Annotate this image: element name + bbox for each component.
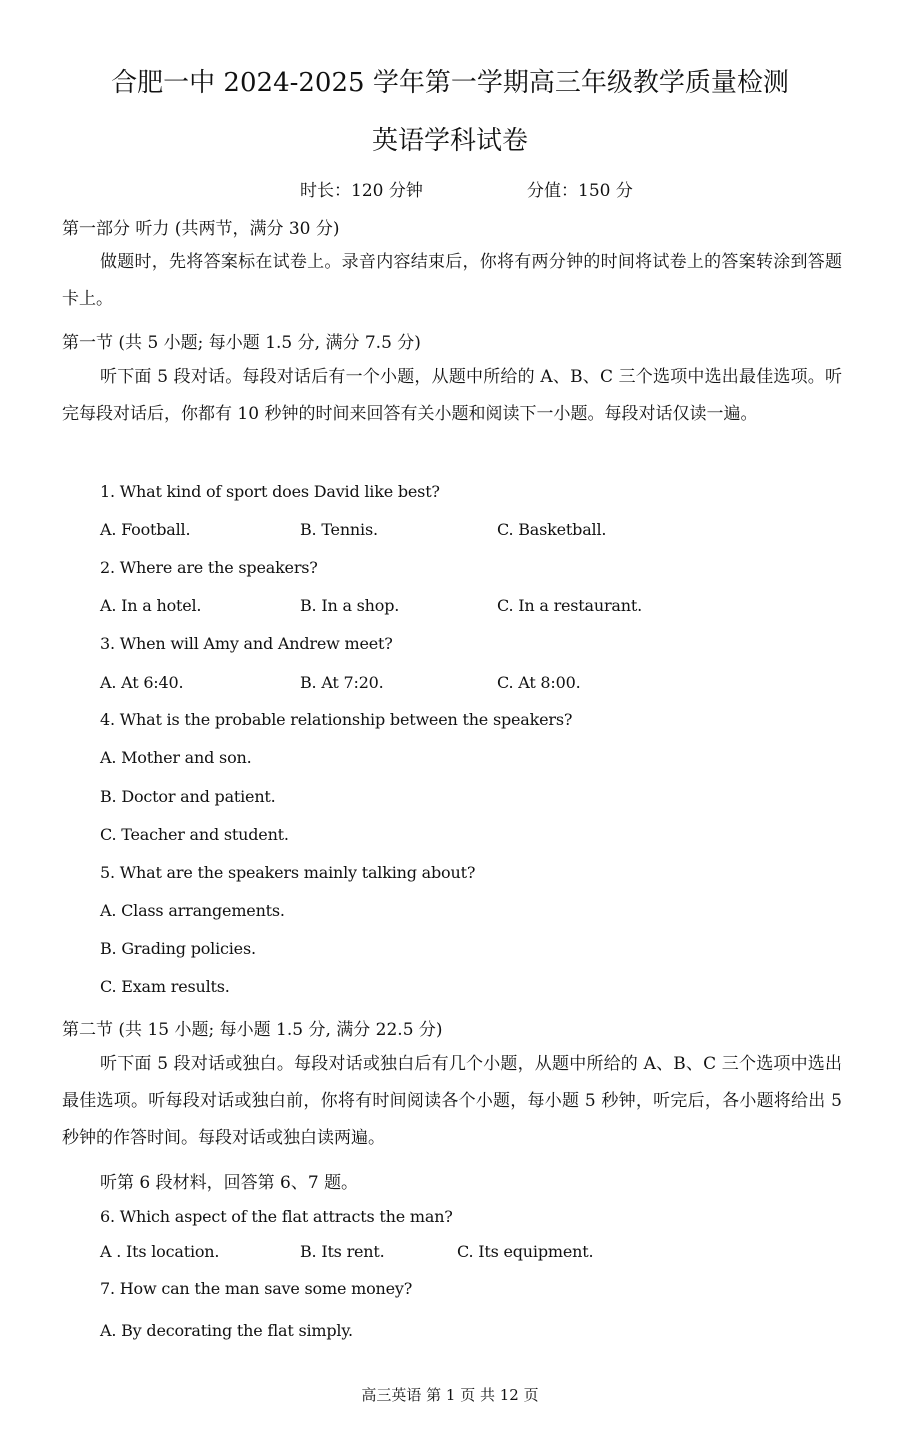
- page-subtitle: 英语学科试卷: [371, 126, 528, 156]
- q2-option-a: A. In a hotel.: [100, 596, 202, 615]
- q4-option-c: C. Teacher and student.: [100, 825, 289, 844]
- q1-option-c: C. Basketball.: [497, 520, 607, 539]
- q6-option-b: B. Its rent.: [300, 1242, 385, 1261]
- question-1: 1. What kind of sport does David like best?: [100, 482, 440, 501]
- q1-option-a: A. Football.: [100, 520, 191, 539]
- question-2: 2. Where are the speakers?: [100, 558, 318, 577]
- q2-option-c: C. In a restaurant.: [497, 596, 642, 615]
- question-7: 7. How can the man save some money?: [100, 1279, 413, 1298]
- q2-option-b: B. In a shop.: [300, 596, 400, 615]
- section2-instruction: 听下面 5 段对话或独白。每段对话或独白后有几个小题，从题中所给的 A、B、C 三个选项中选出最佳选项。听每段对话或独白前，你将有时间阅读各个小题，每小题 5 秒钟，听完后，各小题将给出 5 秒钟的作答时间。每段对话或独白读两遍。: [62, 1054, 842, 1148]
- part1-heading: 第一部分 听力 (共两节，满分 30 分): [62, 219, 340, 239]
- question-4: 4. What is the probable relationship between the speakers?: [100, 710, 573, 729]
- section2-heading: 第二节 (共 15 小题; 每小题 1.5 分, 满分 22.5 分): [62, 1020, 443, 1040]
- q3-option-c: C. At 8:00.: [497, 673, 581, 692]
- exam-duration: 时长：120 分钟: [300, 181, 423, 201]
- q4-option-b: B. Doctor and patient.: [100, 787, 276, 806]
- q6-option-c: C. Its equipment.: [457, 1242, 594, 1261]
- part1-instruction: 做题时，先将答案标在试卷上。录音内容结束后，你将有两分钟的时间将试卷上的答案转涂到答题卡上。: [62, 252, 842, 309]
- question-3: 3. When will Amy and Andrew meet?: [100, 634, 393, 653]
- question-6: 6. Which aspect of the flat attracts the man?: [100, 1207, 453, 1226]
- question-5: 5. What are the speakers mainly talking about?: [100, 863, 476, 882]
- material-6-instruction: 听第 6 段材料，回答第 6、7 题。: [100, 1173, 359, 1193]
- q5-option-b: B. Grading policies.: [100, 939, 256, 958]
- q1-option-b: B. Tennis.: [300, 520, 378, 539]
- q5-option-a: A. Class arrangements.: [100, 901, 285, 920]
- q7-option-a: A. By decorating the flat simply.: [100, 1321, 353, 1340]
- q6-option-a: A . Its location.: [100, 1242, 220, 1261]
- q3-option-a: A. At 6:40.: [100, 673, 184, 692]
- q5-option-c: C. Exam results.: [100, 977, 230, 996]
- section1-instruction: 听下面 5 段对话。每段对话后有一个小题，从题中所给的 A、B、C 三个选项中选出最佳选项。听完每段对话后，你都有 10 秒钟的时间来回答有关小题和阅读下一小题。每段对话仅读一遍。: [62, 367, 842, 424]
- q4-option-a: A. Mother and son.: [100, 748, 252, 767]
- page-footer: 高三英语 第 1 页 共 12 页: [361, 1386, 539, 1404]
- section1-heading: 第一节 (共 5 小题; 每小题 1.5 分, 满分 7.5 分): [62, 333, 421, 353]
- page-title: 合肥一中 2024-2025 学年第一学期高三年级教学质量检测: [111, 68, 789, 98]
- exam-score: 分值：150 分: [527, 181, 633, 201]
- q3-option-b: B. At 7:20.: [300, 673, 384, 692]
